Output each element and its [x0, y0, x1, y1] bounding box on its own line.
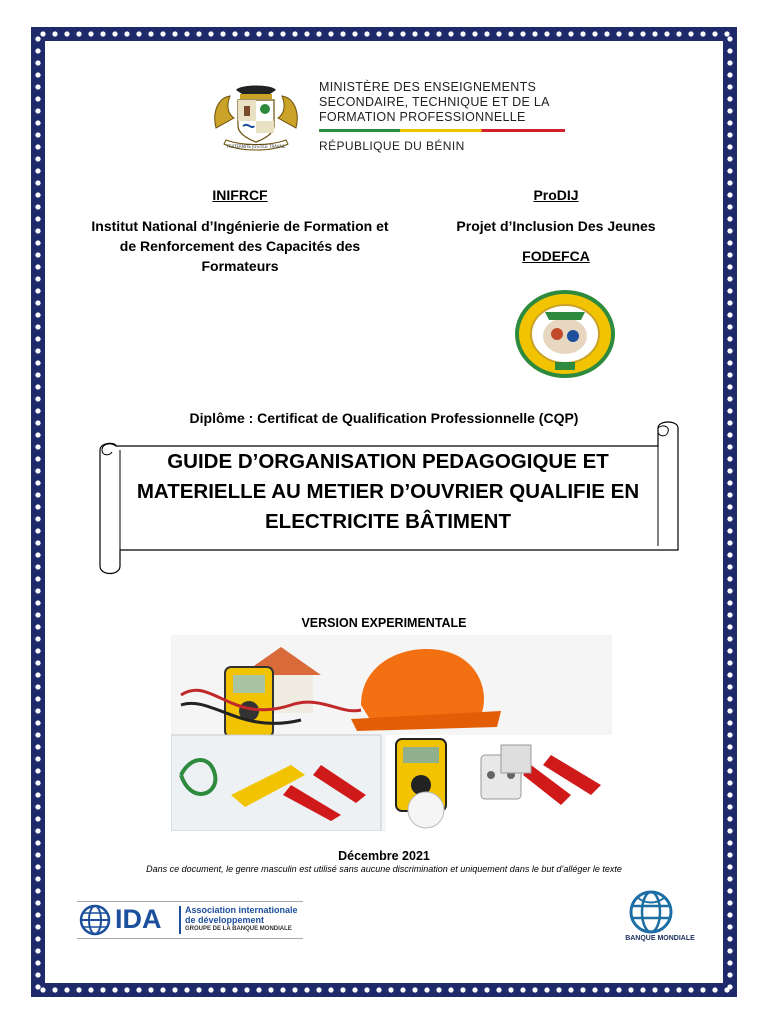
benin-coat-of-arms-icon	[210, 82, 302, 156]
ida-abbr: IDA	[115, 904, 162, 934]
gender-note: Dans ce document, le genre masculin est utilisé sans aucune discrimination et uniquement dans le but d’alléger le texte	[146, 864, 622, 874]
prodij-fullname: Projet d’Inclusion Des Jeunes	[456, 218, 656, 234]
world-bank-label: BANQUE MONDIALE	[625, 935, 695, 942]
ida-globe-icon	[79, 904, 111, 936]
inifrcf-acronym: INIFRCF	[212, 187, 268, 203]
diploma-title: Diplôme : Certificat de Qualification Professionnelle (CQP)	[189, 410, 579, 426]
ida-line-3: GROUPE DE LA BANQUE MONDIALE	[185, 926, 292, 932]
title-line-3: ELECTRICITE BÂTIMENT	[265, 510, 511, 533]
ida-divider	[179, 906, 181, 934]
version-label: VERSION EXPERIMENTALE	[301, 616, 467, 630]
title-line-1: GUIDE D’ORGANISATION PEDAGOGIQUE ET	[167, 450, 609, 473]
inifrcf-name-line-2: de Renforcement des Capacités des	[119, 238, 361, 254]
ida-line-2: de développement	[185, 915, 265, 925]
publication-date: Décembre 2021	[338, 849, 430, 863]
republic-name: RÉPUBLIQUE DU BÉNIN	[319, 139, 465, 153]
ministry-line-3: FORMATION PROFESSIONNELLE	[319, 110, 526, 124]
inifrcf-name-line-1: Institut National d’Ingénierie de Formation et	[91, 218, 389, 234]
border-dots-bottom	[35, 986, 733, 994]
svg-text:FRATERNITÉ JUSTICE TRAVAIL: FRATERNITÉ JUSTICE TRAVAIL	[226, 144, 286, 149]
fodefca-acronym: FODEFCA	[522, 248, 590, 264]
fodefca-seal-icon	[515, 290, 615, 378]
ida-text-block	[185, 905, 298, 934]
title-line-2: MATERIELLE AU METIER D’OUVRIER QUALIFIE EN	[136, 480, 640, 503]
electrical-tools-photo-icon	[171, 635, 612, 831]
prodij-acronym: ProDIJ	[533, 187, 579, 203]
inifrcf-fullname	[70, 216, 410, 276]
ida-logo	[77, 901, 303, 939]
ministry-line-1: MINISTÈRE DES ENSEIGNEMENTS	[319, 80, 537, 94]
ida-line-1: Association internationale	[185, 905, 298, 915]
border-dots-top	[35, 30, 733, 38]
ministry-line-2: SECONDAIRE, TECHNIQUE ET DE LA	[319, 95, 550, 109]
flag-color-bar	[319, 129, 565, 132]
document-title	[118, 447, 658, 537]
ministry-name	[319, 80, 550, 125]
inifrcf-name-line-3: Formateurs	[201, 258, 279, 274]
world-bank-globe-icon	[626, 890, 676, 934]
